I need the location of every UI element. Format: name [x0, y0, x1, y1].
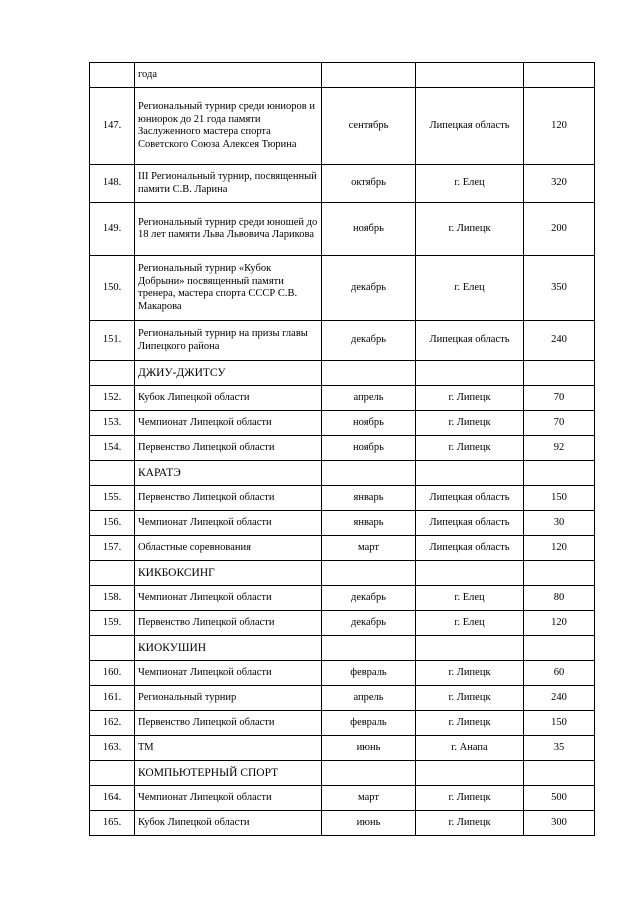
- participants-cell: 500: [524, 786, 595, 811]
- participants-cell: 240: [524, 321, 595, 361]
- place-cell: Липецкая область: [416, 321, 524, 361]
- month-cell: июнь: [322, 811, 416, 836]
- table-row: [90, 165, 595, 203]
- event-name-cell: Областные соревнования: [135, 536, 322, 561]
- events-table-body: [90, 63, 595, 836]
- row-number-cell: 148.: [90, 165, 135, 203]
- participants-cell: 120: [524, 536, 595, 561]
- month-cell: март: [322, 786, 416, 811]
- event-name-cell: Чемпионат Липецкой области: [135, 511, 322, 536]
- participants-cell: 150: [524, 486, 595, 511]
- table-row: [90, 411, 595, 436]
- row-number-cell: 151.: [90, 321, 135, 361]
- table-row: [90, 786, 595, 811]
- participants-cell: [524, 461, 595, 486]
- month-cell: [322, 361, 416, 386]
- place-cell: [416, 361, 524, 386]
- month-cell: сентябрь: [322, 88, 416, 165]
- table-row: [90, 203, 595, 256]
- row-number-cell: [90, 63, 135, 88]
- place-cell: г. Липецк: [416, 811, 524, 836]
- event-name-cell: Региональный турнир на призы главы Липецкого района: [135, 321, 322, 361]
- participants-cell: 200: [524, 203, 595, 256]
- row-number-cell: [90, 461, 135, 486]
- table-row: [90, 586, 595, 611]
- month-cell: [322, 561, 416, 586]
- participants-cell: 92: [524, 436, 595, 461]
- row-number-cell: 165.: [90, 811, 135, 836]
- section-title-cell: ДЖИУ-ДЖИТСУ: [135, 361, 322, 386]
- row-number-cell: 154.: [90, 436, 135, 461]
- place-cell: Липецкая область: [416, 511, 524, 536]
- table-row: [90, 736, 595, 761]
- table-row: [90, 486, 595, 511]
- place-cell: [416, 561, 524, 586]
- month-cell: январь: [322, 511, 416, 536]
- table-row: [90, 256, 595, 321]
- place-cell: г. Липецк: [416, 661, 524, 686]
- place-cell: г. Елец: [416, 611, 524, 636]
- month-cell: [322, 63, 416, 88]
- event-name-cell: Региональный турнир среди юношей до 18 лет памяти Льва Львовича Ларикова: [135, 203, 322, 256]
- participants-cell: 70: [524, 411, 595, 436]
- section-row: [90, 361, 595, 386]
- table-row: [90, 711, 595, 736]
- participants-cell: 60: [524, 661, 595, 686]
- month-cell: апрель: [322, 386, 416, 411]
- place-cell: г. Липецк: [416, 711, 524, 736]
- place-cell: [416, 636, 524, 661]
- row-number-cell: 147.: [90, 88, 135, 165]
- participants-cell: [524, 361, 595, 386]
- table-row: [90, 436, 595, 461]
- event-name-cell: III Региональный турнир, посвященный памяти С.В. Ларина: [135, 165, 322, 203]
- participants-cell: 80: [524, 586, 595, 611]
- row-number-cell: 152.: [90, 386, 135, 411]
- table-row: [90, 811, 595, 836]
- place-cell: г. Анапа: [416, 736, 524, 761]
- section-title-cell: КАРАТЭ: [135, 461, 322, 486]
- participants-cell: 350: [524, 256, 595, 321]
- month-cell: ноябрь: [322, 436, 416, 461]
- row-number-cell: 157.: [90, 536, 135, 561]
- month-cell: декабрь: [322, 586, 416, 611]
- event-name-cell: года: [135, 63, 322, 88]
- place-cell: [416, 761, 524, 786]
- row-number-cell: 160.: [90, 661, 135, 686]
- section-row: [90, 461, 595, 486]
- table-row: [90, 88, 595, 165]
- place-cell: г. Елец: [416, 586, 524, 611]
- event-name-cell: Чемпионат Липецкой области: [135, 411, 322, 436]
- participants-cell: 35: [524, 736, 595, 761]
- row-number-cell: 162.: [90, 711, 135, 736]
- event-name-cell: ТМ: [135, 736, 322, 761]
- participants-cell: 120: [524, 611, 595, 636]
- month-cell: февраль: [322, 661, 416, 686]
- month-cell: [322, 761, 416, 786]
- row-number-cell: 153.: [90, 411, 135, 436]
- event-name-cell: Региональный турнир среди юниоров и юниорок до 21 года памяти Заслуженного мастера спорта Советского Союза Алексея Тюрина: [135, 88, 322, 165]
- row-number-cell: 163.: [90, 736, 135, 761]
- participants-cell: [524, 63, 595, 88]
- place-cell: г. Липецк: [416, 411, 524, 436]
- participants-cell: [524, 561, 595, 586]
- table-row: [90, 321, 595, 361]
- event-name-cell: Чемпионат Липецкой области: [135, 586, 322, 611]
- table-row: [90, 386, 595, 411]
- row-number-cell: [90, 361, 135, 386]
- section-row: [90, 636, 595, 661]
- table-row: [90, 536, 595, 561]
- month-cell: [322, 636, 416, 661]
- month-cell: июнь: [322, 736, 416, 761]
- month-cell: ноябрь: [322, 411, 416, 436]
- event-name-cell: Кубок Липецкой области: [135, 811, 322, 836]
- participants-cell: 70: [524, 386, 595, 411]
- place-cell: Липецкая область: [416, 486, 524, 511]
- month-cell: декабрь: [322, 321, 416, 361]
- row-number-cell: 161.: [90, 686, 135, 711]
- row-number-cell: 159.: [90, 611, 135, 636]
- row-number-cell: 164.: [90, 786, 135, 811]
- row-number-cell: 156.: [90, 511, 135, 536]
- row-number-cell: 150.: [90, 256, 135, 321]
- place-cell: г. Липецк: [416, 786, 524, 811]
- section-title-cell: КИОКУШИН: [135, 636, 322, 661]
- month-cell: [322, 461, 416, 486]
- participants-cell: 240: [524, 686, 595, 711]
- event-name-cell: Кубок Липецкой области: [135, 386, 322, 411]
- event-name-cell: Чемпионат Липецкой области: [135, 786, 322, 811]
- participants-cell: 30: [524, 511, 595, 536]
- section-title-cell: КИКБОКСИНГ: [135, 561, 322, 586]
- event-name-cell: Первенство Липецкой области: [135, 711, 322, 736]
- row-number-cell: 149.: [90, 203, 135, 256]
- section-row: [90, 561, 595, 586]
- row-number-cell: [90, 761, 135, 786]
- month-cell: декабрь: [322, 256, 416, 321]
- month-cell: февраль: [322, 711, 416, 736]
- table-row: [90, 63, 595, 88]
- row-number-cell: [90, 636, 135, 661]
- row-number-cell: 158.: [90, 586, 135, 611]
- event-name-cell: Первенство Липецкой области: [135, 436, 322, 461]
- events-table: [89, 62, 595, 836]
- participants-cell: 120: [524, 88, 595, 165]
- month-cell: апрель: [322, 686, 416, 711]
- place-cell: Липецкая область: [416, 536, 524, 561]
- participants-cell: [524, 761, 595, 786]
- place-cell: г. Липецк: [416, 436, 524, 461]
- place-cell: г. Липецк: [416, 686, 524, 711]
- place-cell: г. Липецк: [416, 203, 524, 256]
- participants-cell: 150: [524, 711, 595, 736]
- section-title-cell: КОМПЬЮТЕРНЫЙ СПОРТ: [135, 761, 322, 786]
- event-name-cell: Чемпионат Липецкой области: [135, 661, 322, 686]
- event-name-cell: Первенство Липецкой области: [135, 611, 322, 636]
- row-number-cell: 155.: [90, 486, 135, 511]
- place-cell: г. Елец: [416, 256, 524, 321]
- participants-cell: 320: [524, 165, 595, 203]
- month-cell: декабрь: [322, 611, 416, 636]
- table-row: [90, 661, 595, 686]
- participants-cell: 300: [524, 811, 595, 836]
- section-row: [90, 761, 595, 786]
- place-cell: [416, 461, 524, 486]
- month-cell: октябрь: [322, 165, 416, 203]
- event-name-cell: Региональный турнир: [135, 686, 322, 711]
- place-cell: г. Елец: [416, 165, 524, 203]
- month-cell: январь: [322, 486, 416, 511]
- place-cell: [416, 63, 524, 88]
- participants-cell: [524, 636, 595, 661]
- row-number-cell: [90, 561, 135, 586]
- month-cell: ноябрь: [322, 203, 416, 256]
- month-cell: март: [322, 536, 416, 561]
- event-name-cell: Первенство Липецкой области: [135, 486, 322, 511]
- table-row: [90, 611, 595, 636]
- event-name-cell: Региональный турнир «Кубок Добрыни» посвященный памяти тренера, мастера спорта СССР С.В. Макарова: [135, 256, 322, 321]
- table-row: [90, 511, 595, 536]
- place-cell: Липецкая область: [416, 88, 524, 165]
- table-row: [90, 686, 595, 711]
- place-cell: г. Липецк: [416, 386, 524, 411]
